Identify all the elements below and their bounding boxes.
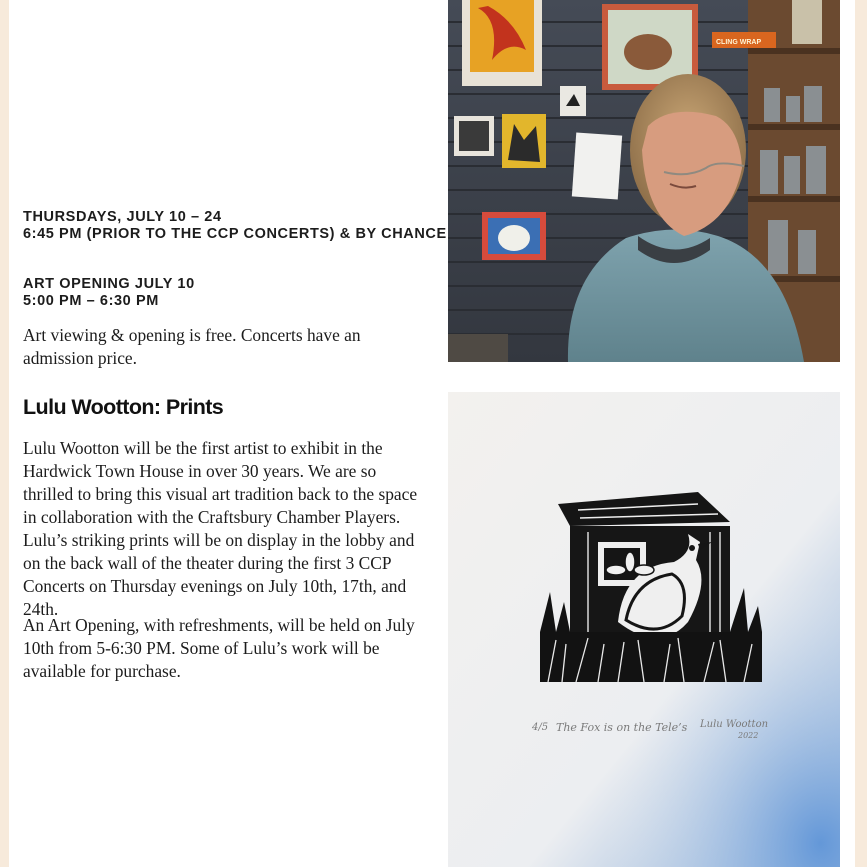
- opening-date: ART OPENING JULY 10: [23, 276, 195, 292]
- art-opening-schedule: [23, 276, 195, 310]
- article-paragraph-1: Lulu Wootton will be the first artist to exhibit in the Hardwick Town House in over 30 years. We are so thrilled to bring this visual art tradition back to the space in collaboration with the Craftsbury Chamber Players. Lulu’s striking prints will be on display in the lobby and on the back wall of the theater during the first 3 CCP Concerts on Thursday evenings on July 10th, 17th, and 24th.: [23, 438, 418, 619]
- article-paragraph-2: An Art Opening, with refreshments, will be held on July 10th from 5-6:30 PM. Some of Lulu’s work will be available for purchase.: [23, 615, 415, 681]
- artist-photo: [448, 0, 840, 362]
- schedule-time: 6:45 PM (PRIOR TO THE CCP CONCERTS) & BY CHANCE: [23, 226, 447, 242]
- page: [9, 0, 855, 867]
- article-title: Lulu Wootton: Prints: [23, 395, 224, 419]
- print-signature: Lulu Wootton: [700, 719, 769, 730]
- print-title-inscription: The Fox is on the Tele’s: [556, 721, 688, 734]
- linocut-print-image: [448, 392, 840, 867]
- schedule-dates: THURSDAYS, JULY 10 – 24: [23, 209, 222, 225]
- admission-note: Art viewing & opening is free. Concerts have an admission price.: [23, 325, 361, 368]
- print-edition: 4/5: [532, 722, 549, 733]
- event-schedule: [23, 209, 447, 243]
- opening-time: 5:00 PM – 6:30 PM: [23, 293, 159, 309]
- shelf-label: CLING WRAP: [716, 39, 762, 46]
- print-year: 2022: [738, 731, 759, 740]
